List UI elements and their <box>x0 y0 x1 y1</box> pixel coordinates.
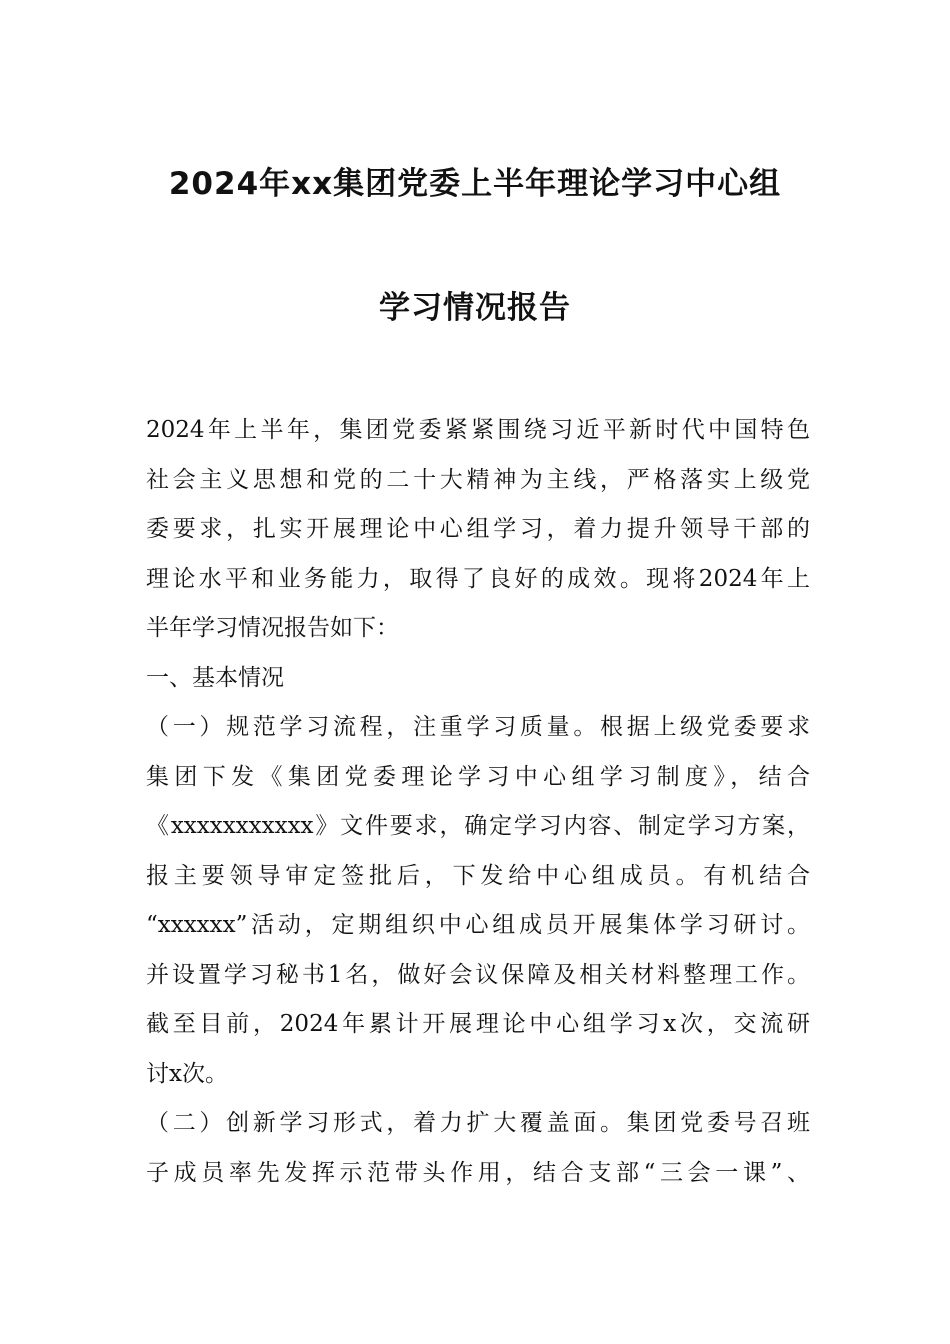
body-line: （二）创新学习形式，着力扩大覆盖面。集团党委号召班 <box>146 1110 810 1136</box>
body-line: 讨x次。 <box>146 1061 228 1087</box>
body-line: 理论水平和业务能力，取得了良好的成效。现将2024年上 <box>146 566 810 592</box>
body-line: （一）规范学习流程，注重学习质量。根据上级党委要求 <box>146 714 810 740</box>
body-line: 截至目前，2024年累计开展理论中心组学习x次，交流研 <box>146 1011 810 1037</box>
body-line: 半年学习情况报告如下： <box>146 615 399 641</box>
document-title-line-2: 学习情况报告 <box>379 290 571 326</box>
body-line: 2024年上半年，集团党委紧紧围绕习近平新时代中国特色 <box>146 417 810 443</box>
body-line: 社会主义思想和党的二十大精神为主线，严格落实上级党 <box>146 467 810 493</box>
body-line: “xxxxxx”活动，定期组织中心组成员开展集体学习研讨。 <box>146 912 810 938</box>
section-heading: 一、基本情况 <box>146 665 284 691</box>
body-line: 报主要领导审定签批后，下发给中心组成员。有机结合 <box>146 863 810 889</box>
body-line: 《xxxxxxxxxxx》文件要求，确定学习内容、制定学习方案， <box>146 813 810 839</box>
body-line: 并设置学习秘书1名，做好会议保障及相关材料整理工作。 <box>146 962 810 988</box>
document-title-line-1: 2024年xx集团党委上半年理论学习中心组 <box>168 166 782 202</box>
body-line: 委要求，扎实开展理论中心组学习，着力提升领导干部的 <box>146 516 810 542</box>
body-line: 集团下发《集团党委理论学习中心组学习制度》，结合 <box>146 764 810 790</box>
body-line: 子成员率先发挥示范带头作用，结合支部“三会一课”、 <box>146 1160 810 1186</box>
